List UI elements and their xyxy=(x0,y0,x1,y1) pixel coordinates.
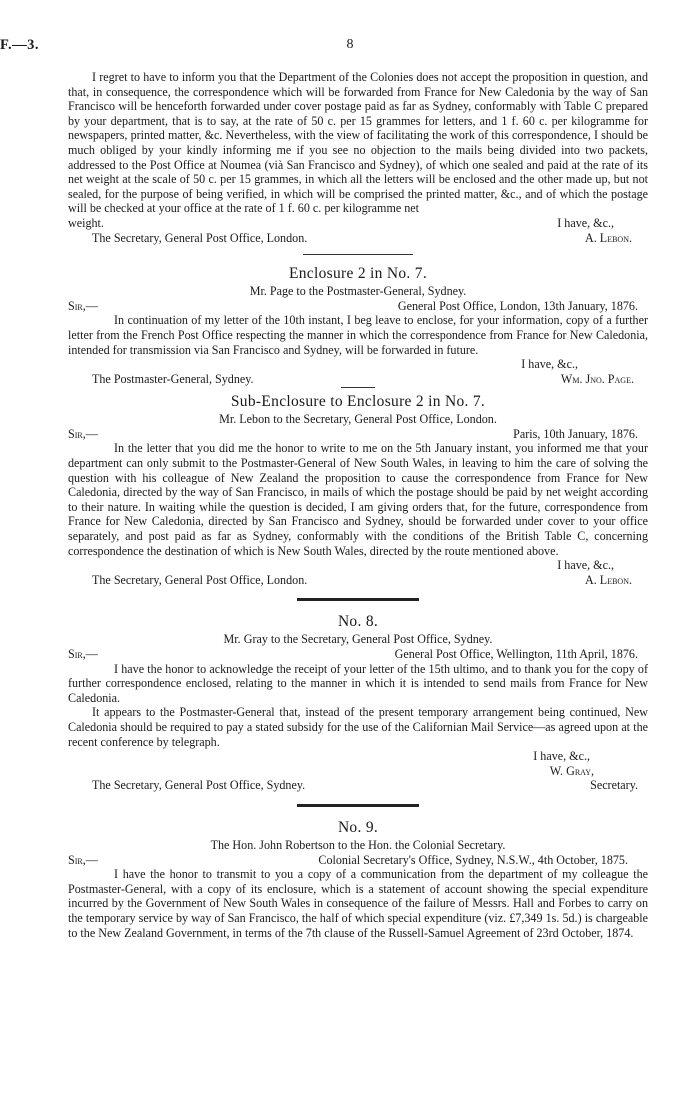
letter-body: I have the honor to transmit to you a copy of a communication from the department of my colleague the Postmaster-General, with a copy of its enclosure, which is a statement of account showing the special expenditure incurred by the Government of New South Wales in consequence of the failure of Messrs. Hall and Forbes to carry on the temporary service by way of San Francisco, the half of which special expenditure (viz. £7,349 1s. 5d.) is chargeable to the New Zealand Government, in terms of the 7th clause of the Russell-Samuel Agreement of 23rd October, 1874. xyxy=(68,867,648,940)
salutation-row xyxy=(68,647,648,662)
letter-body: In the letter that you did me the honor to write to me on the 5th January instant, you informed me that your department can only submit to the Postmaster-General of New South Wales, in leaving to him the care of solving the question with his colleague of New Zealand the proposition to cause the correspondence from France for New Caledonia, directed by the way of San Francisco, in mails of which the postage should be paid by net weight according to their nature. In waiting while the question is decided, I am giving orders that, for the future, correspondence from France for New Caledonia, directed by San Francisco and Sydney, should be forwarded under cover to your office separately, and post paid as far as Sydney, conformably with the conditions of the British Table C, concerning correspondence the destination of which is New South Wales, directed by the route mentioned above. xyxy=(68,441,648,558)
letter-signature: A. Lebon. xyxy=(585,572,632,587)
addressee-row xyxy=(68,573,648,588)
from-to-line: Mr. Page to the Postmaster-General, Sydney. xyxy=(249,284,467,299)
section-divider xyxy=(297,804,419,807)
section-title: No. 8. xyxy=(337,613,379,631)
page-reference: F.—3. xyxy=(0,37,40,53)
addressee-row xyxy=(68,372,648,387)
section-divider xyxy=(297,598,419,601)
signature-title: Secretary. xyxy=(590,778,638,793)
salutation: Sir,— xyxy=(68,298,98,313)
letter-body: I have the honor to acknowledge the receipt of your letter of the 15th ultimo, and to thank you for the copy of further correspondence enclosed, relating to the manner in which it is intended to send mails from France for New Caledonia. xyxy=(68,661,648,705)
letter-closing: I have, &c., xyxy=(533,749,590,764)
salutation-row xyxy=(68,427,648,442)
section-divider xyxy=(303,254,413,255)
document-no-9 xyxy=(68,818,648,940)
page-number: 8 xyxy=(346,37,354,52)
letter-addressee: The Secretary, General Post Office, London. xyxy=(92,230,308,245)
sub-enclosure xyxy=(68,392,648,587)
from-to-line: Mr. Lebon to the Secretary, General Post Office, London. xyxy=(219,412,497,427)
salutation-row xyxy=(68,299,648,314)
place-date: General Post Office, Wellington, 11th April, 1876. xyxy=(394,647,638,661)
letter-body: In continuation of my letter of the 10th instant, I beg leave to enclose, for your information, copy of a further letter from the French Post Office respecting the manner in which the correspondence from France for New Caledonia, intended for transmission via San Francisco and Sydney, will be forwarded in future. xyxy=(68,313,648,357)
addressee-row xyxy=(68,778,648,793)
section-title: No. 9. xyxy=(337,818,379,836)
place-date: Paris, 10th January, 1876. xyxy=(513,426,638,441)
letter-closing: I have, &c., xyxy=(521,357,578,372)
section-title: Enclosure 2 in No. 7. xyxy=(288,265,428,283)
letter-addressee: The Secretary, General Post Office, London. xyxy=(92,572,308,587)
letter-signature: Wm. Jno. Page. xyxy=(560,371,634,386)
letter-signature: W. Gray, xyxy=(549,763,594,778)
from-to-line: Mr. Gray to the Secretary, General Post Office, Sydney. xyxy=(223,632,493,647)
letter-closing: I have, &c., xyxy=(557,215,614,230)
letter-last-line: weight. xyxy=(68,215,104,230)
letter-signature: A. Lebon. xyxy=(585,230,632,245)
section-divider xyxy=(341,387,375,388)
salutation: Sir,— xyxy=(68,426,98,441)
place-date: General Post Office, London, 13th January, 1876. xyxy=(397,298,638,313)
salutation-row xyxy=(68,853,648,868)
letter-addressee: The Postmaster-General, Sydney. xyxy=(92,371,254,386)
section-title: Sub-Enclosure to Enclosure 2 in No. 7. xyxy=(230,393,486,411)
document-no-8 xyxy=(68,612,648,793)
addressee-row xyxy=(68,231,648,246)
letter-body: It appears to the Postmaster-General that, instead of the present temporary arrangement being continued, New Caledonia should be required to pay a stated subsidy for the use of the Californian Mail Service—as agreed upon at the recent conference by telegraph. xyxy=(68,705,648,749)
letter-body: I regret to have to inform you that the Department of the Colonies does not accept the proposition in question, and that, in consequence, the correspondence which will be forwarded from France for New Caledonia by the way of San Francisco will be henceforth forwarded under cover postage paid as far as Sydney, conformably with Table C prepared by your department, that is to say, at the rate of 50 c. per 15 grammes for letters, and 1 f. 60 c. per kilogramme for newspapers, printed matter, &c. Nevertheless, with the view of facilitating the work of this correspondence, I should be much obliged by your kindly informing me if you see no objection to the mails being divided into two packets, addressed to the Post Office at Noumea (vià San Francisco and Sydney), of which one sealed and paid at the rate of its net weight at the scale of 50 c. per 15 grammes, in which all the letters will be enclosed and the other made up, but not sealed, for the purpose of being verified, in which will be comprised the printed matter, &c., and of which the postage will be checked at your office at the rate of 1 f. 60 c. per kilogramme net xyxy=(68,70,648,216)
letter-addressee: The Secretary, General Post Office, Sydney. xyxy=(92,778,306,793)
letter-lebon-continued xyxy=(68,70,648,245)
enclosure-2 xyxy=(68,264,648,386)
salutation: Sir,— xyxy=(68,647,98,661)
closing-row xyxy=(68,216,648,231)
page-content xyxy=(68,70,648,940)
salutation: Sir,— xyxy=(68,852,98,867)
letter-closing: I have, &c., xyxy=(557,558,614,573)
from-to-line: The Hon. John Robertson to the Hon. the Colonial Secretary. xyxy=(210,837,506,852)
place-date: Colonial Secretary's Office, Sydney, N.S.W., 4th October, 1875. xyxy=(318,852,628,867)
